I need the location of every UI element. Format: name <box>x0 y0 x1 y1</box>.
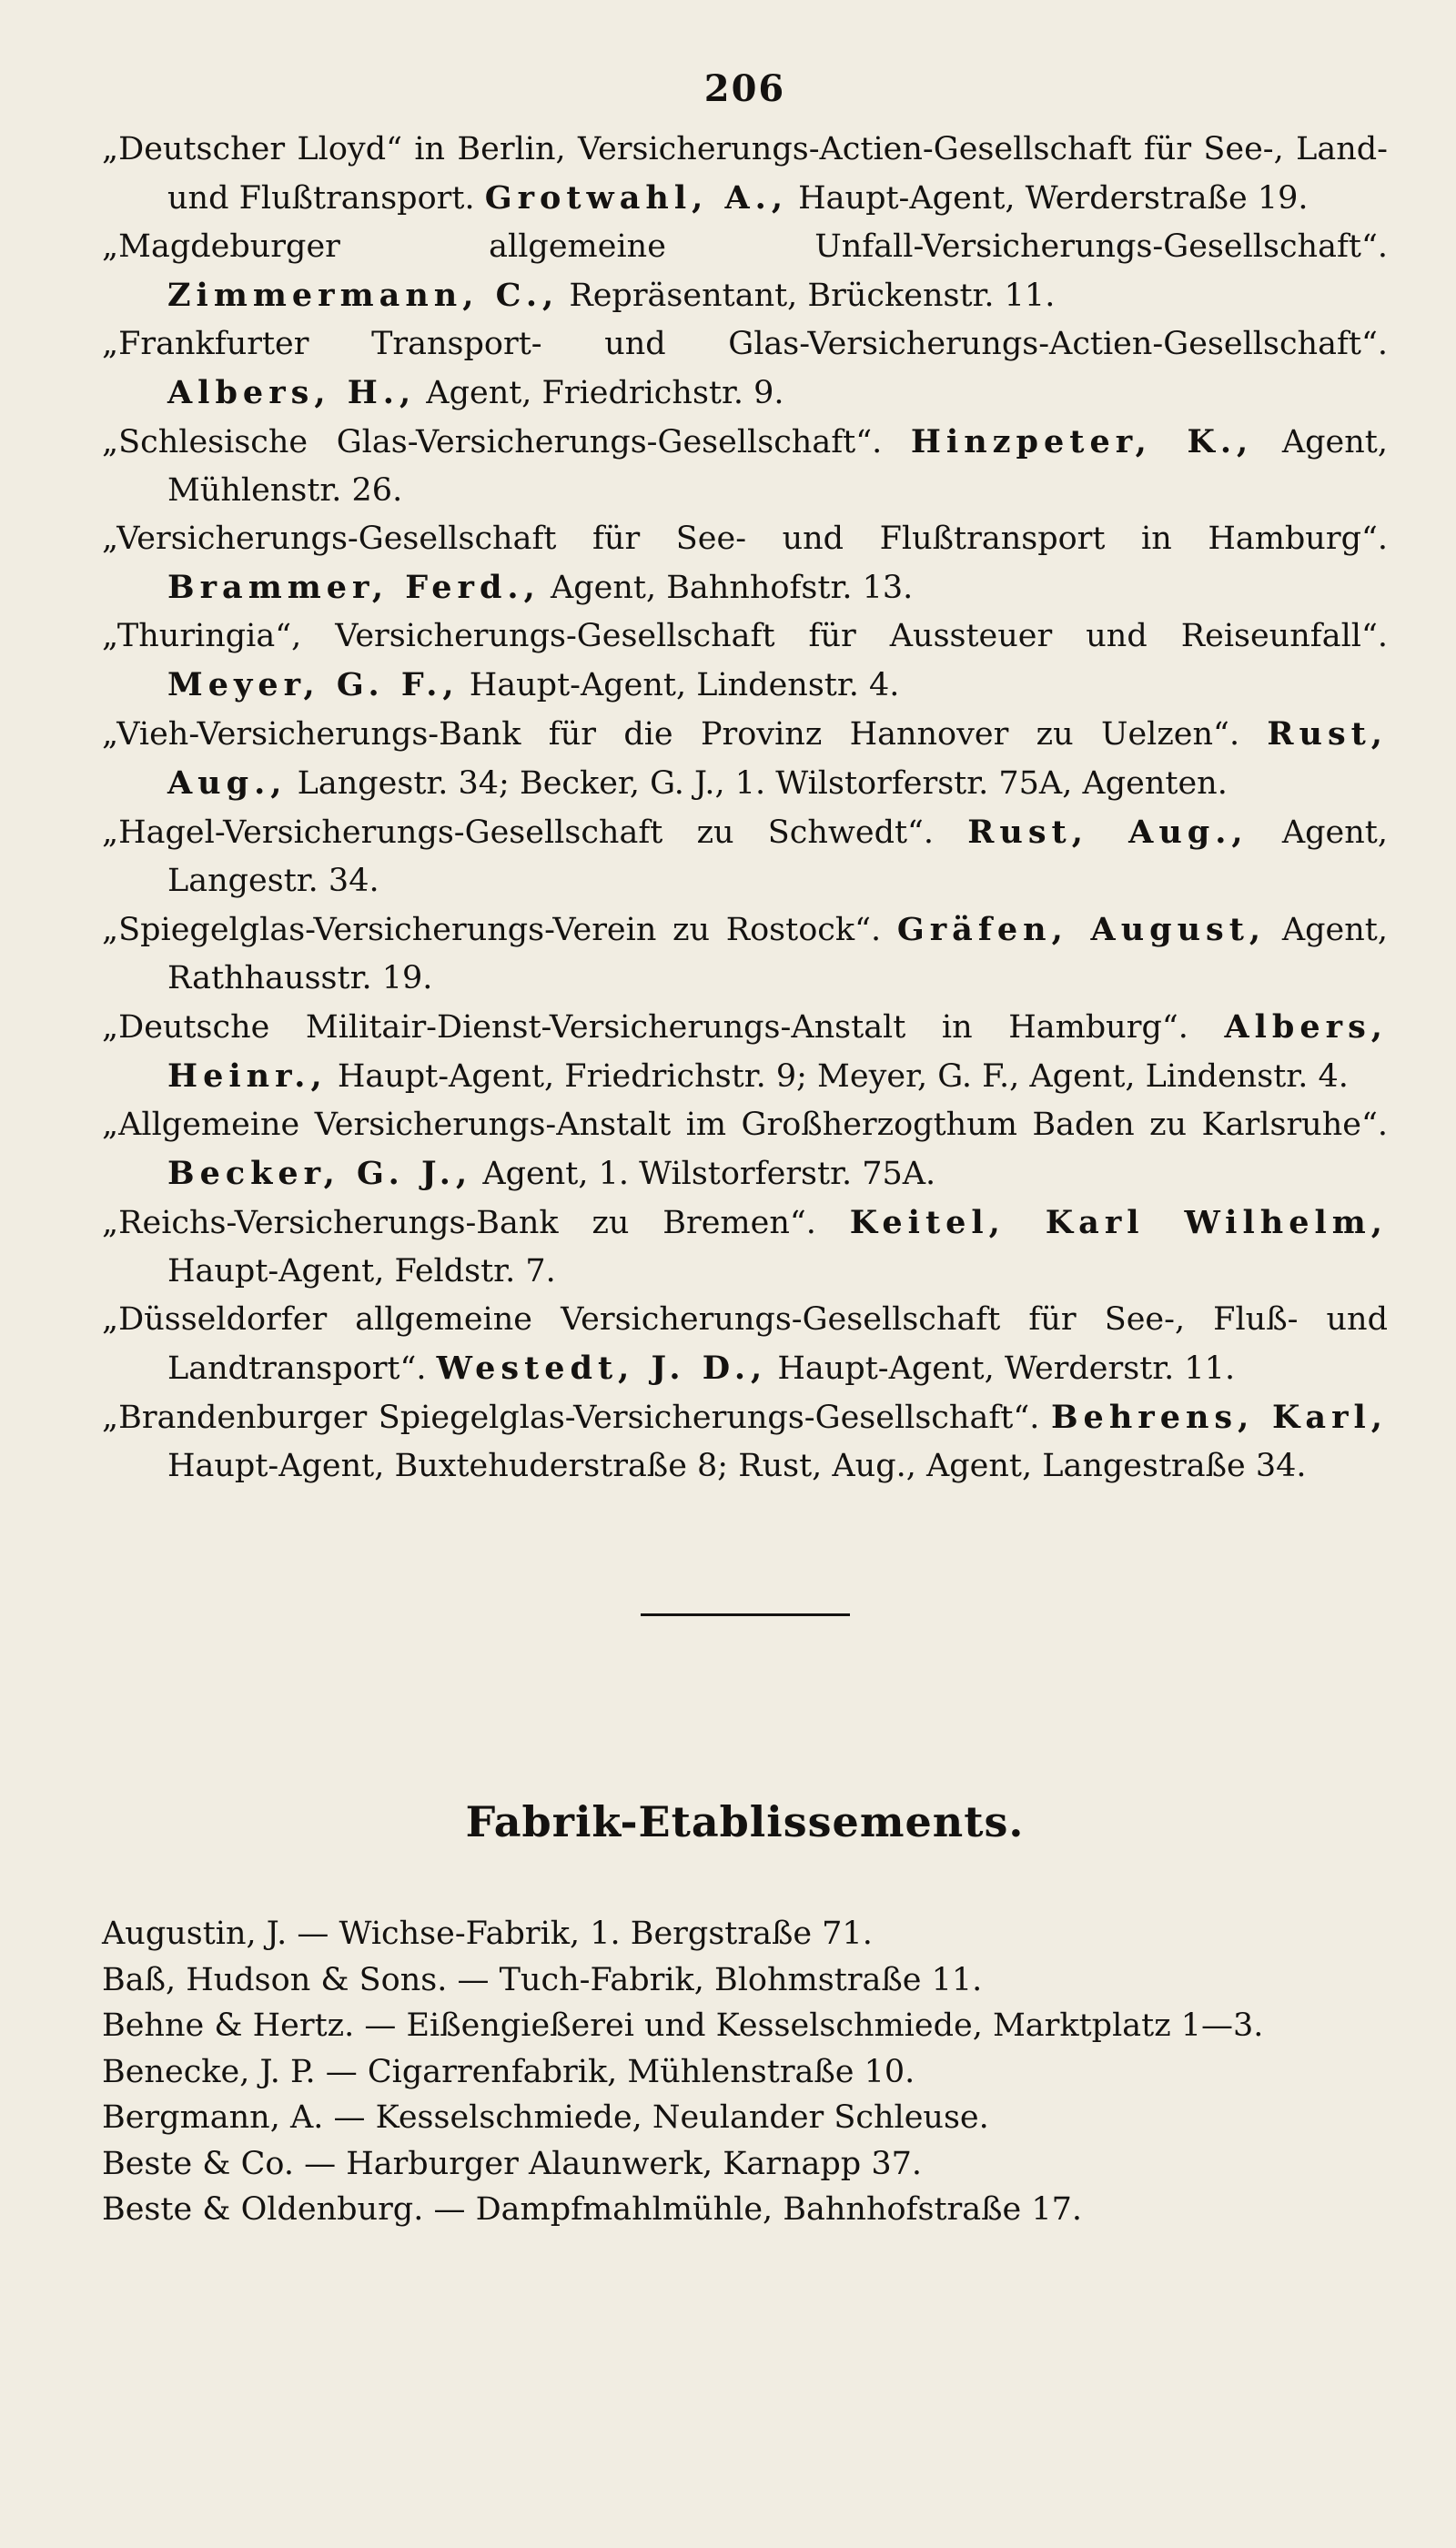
list-item: „Magdeburger allgemeine Unfall-Versicherungs-Gesellschaft“. Zimmermann, C., Repräsentant, Brückenstr. 11. <box>102 228 1388 314</box>
list-item: „Reichs-Versicherungs-Bank zu Bremen“. Keitel, Karl Wilhelm, Haupt-Agent, Feldstr. 7. <box>102 1204 1388 1289</box>
list-item: Beste & Co. — Harburger Alaunwerk, Karnapp 37. <box>102 2145 922 2182</box>
list-item: Bergmann, A. — Kesselschmiede, Neulander Schleuse. <box>102 2099 989 2136</box>
list-item: „Thuringia“, Versicherungs-Gesellschaft für Aussteuer und Reiseunfall“. Meyer, G. F., Haupt-Agent, Lindenstr. 4. <box>102 618 1388 703</box>
page-number: 206 <box>703 67 786 110</box>
list-item: „Vieh-Versicherungs-Bank für die Provinz Hannover zu Uelzen“. Rust, Aug., Langestr. 34; Becker, G. J., 1. Wilstorferstr. 75A, Agenten. <box>102 715 1388 802</box>
list-item: „Schlesische Glas-Versicherungs-Gesellschaft“. Hinzpeter, K., Agent, Mühlenstr. 26. <box>102 423 1388 509</box>
section-title: Fabrik-Etablissements. <box>465 1797 1025 1846</box>
list-item: „Hagel-Versicherungs-Gesellschaft zu Schwedt“. Rust, Aug., Agent, Langestr. 34. <box>102 814 1388 899</box>
list-item: „Frankfurter Transport- und Glas-Versicherungs-Actien-Gesellschaft“. Albers, H., Agent, Friedrichstr. 9. <box>102 326 1388 411</box>
list-item: Behne & Hertz. — Eißengießerei und Kesselschmiede, Marktplatz 1—3. <box>102 2007 1264 2044</box>
list-item: „Spiegelglas-Versicherungs-Verein zu Rostock“. Gräfen, August, Agent, Rathhausstr. 19. <box>102 911 1388 996</box>
list-item: Benecke, J. P. — Cigarrenfabrik, Mühlenstraße 10. <box>102 2053 915 2090</box>
factory-list <box>102 1911 1388 2233</box>
insurance-agent-list <box>102 126 1388 1491</box>
list-item: „Allgemeine Versicherungs-Anstalt im Großherzogthum Baden zu Karlsruhe“. Becker, G. J., Agent, 1. Wilstorferstr. 75A. <box>102 1107 1388 1192</box>
list-item: „Brandenburger Spiegelglas-Versicherungs-Gesellschaft“. Behrens, Karl, Haupt-Agent, Buxtehuderstraße 8; Rust, Aug., Agent, Langestraße 34. <box>102 1399 1388 1484</box>
list-item: Baß, Hudson & Sons. — Tuch-Fabrik, Blohmstraße 11. <box>102 1961 983 1998</box>
list-item: Augustin, J. — Wichse-Fabrik, 1. Bergstraße 71. <box>102 1916 873 1952</box>
list-item: „Deutscher Lloyd“ in Berlin, Versicherungs-Actien-Gesellschaft für See-, Land- und Flußtransport. Grotwahl, A., Haupt-Agent, Werderstraße 19. <box>102 131 1388 217</box>
list-item: „Versicherungs-Gesellschaft für See- und Flußtransport in Hamburg“. Brammer, Ferd., Agent, Bahnhofstr. 13. <box>102 521 1388 606</box>
list-item: „Deutsche Militair-Dienst-Versicherungs-Anstalt in Hamburg“. Albers, Heinr., Haupt-Agent, Friedrichstr. 9; Meyer, G. F., Agent, Lindenstr. 4. <box>102 1008 1388 1095</box>
section-divider <box>641 1613 850 1616</box>
list-item: „Düsseldorfer allgemeine Versicherungs-Gesellschaft für See-, Fluß- und Landtransport“. Westedt, J. D., Haupt-Agent, Werderstr. 11. <box>102 1301 1388 1387</box>
list-item: Beste & Oldenburg. — Dampfmahlmühle, Bahnhofstraße 17. <box>102 2191 1083 2228</box>
